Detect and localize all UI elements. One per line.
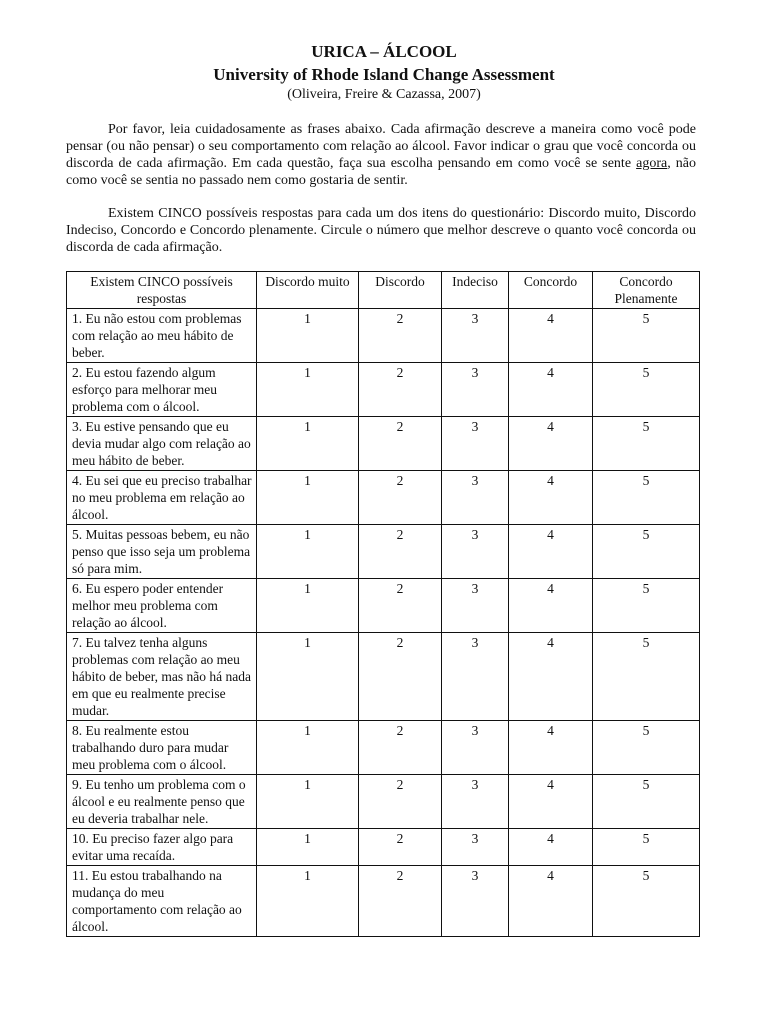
response-option-5[interactable]: 5 — [593, 829, 700, 866]
table-row — [67, 721, 700, 775]
header-concordo-plenamente: Concordo Plenamente — [593, 272, 700, 309]
document-citation: (Oliveira, Freire & Cazassa, 2007) — [287, 87, 481, 102]
response-option-1[interactable]: 1 — [257, 829, 359, 866]
response-option-2[interactable]: 2 — [359, 866, 442, 937]
item-statement: 1. Eu não estou com problemas com relação ao meu hábito de beber. — [67, 309, 257, 363]
header-concordo: Concordo — [509, 272, 593, 309]
table-row — [67, 829, 700, 866]
header-indeciso: Indeciso — [442, 272, 509, 309]
response-option-5[interactable]: 5 — [593, 525, 700, 579]
instructions-text-after: , não como você se sentia no passado nem como gostaria de sentir. — [66, 156, 696, 188]
instructions-text-before: Por favor, leia cuidadosamente as frases abaixo. Cada afirmação descreve a maneira como você pode pensar (ou não pensar) o seu comportamento com relação ao álcool. Favor indicar o grau que você concorda ou discorda de cada afirmação. Em cada questão, faça sua escolha pensando em como você se sente — [66, 122, 696, 171]
response-option-1[interactable]: 1 — [257, 525, 359, 579]
table-row — [67, 866, 700, 937]
item-statement: 3. Eu estive pensando que eu devia mudar algo com relação ao meu hábito de beber. — [67, 417, 257, 471]
response-option-4[interactable]: 4 — [509, 309, 593, 363]
header-statement: Existem CINCO possíveis respostas — [67, 272, 257, 309]
item-statement: 5. Muitas pessoas bebem, eu não penso que isso seja um problema só para mim. — [67, 525, 257, 579]
response-option-5[interactable]: 5 — [593, 775, 700, 829]
table-row — [67, 363, 700, 417]
response-option-3[interactable]: 3 — [442, 866, 509, 937]
response-option-4[interactable]: 4 — [509, 525, 593, 579]
response-option-4[interactable]: 4 — [509, 829, 593, 866]
table-row — [67, 633, 700, 721]
item-statement: 10. Eu preciso fazer algo para evitar uma recaída. — [67, 829, 257, 866]
table-row — [67, 775, 700, 829]
response-option-1[interactable]: 1 — [257, 633, 359, 721]
response-option-4[interactable]: 4 — [509, 775, 593, 829]
table-row — [67, 417, 700, 471]
response-option-1[interactable]: 1 — [257, 417, 359, 471]
response-option-5[interactable]: 5 — [593, 866, 700, 937]
header-discordo: Discordo — [359, 272, 442, 309]
header-discordo-muito: Discordo muito — [257, 272, 359, 309]
response-option-3[interactable]: 3 — [442, 829, 509, 866]
item-statement: 8. Eu realmente estou trabalhando duro para mudar meu problema com o álcool. — [67, 721, 257, 775]
item-statement: 9. Eu tenho um problema com o álcool e eu realmente penso que eu deveria trabalhar nele. — [67, 775, 257, 829]
questionnaire-body — [67, 309, 700, 937]
response-option-2[interactable]: 2 — [359, 471, 442, 525]
instructions-paragraph-1 — [66, 121, 696, 189]
response-option-3[interactable]: 3 — [442, 633, 509, 721]
response-option-5[interactable]: 5 — [593, 417, 700, 471]
response-option-2[interactable]: 2 — [359, 525, 442, 579]
item-statement: 4. Eu sei que eu preciso trabalhar no meu problema em relação ao álcool. — [67, 471, 257, 525]
response-option-2[interactable]: 2 — [359, 721, 442, 775]
response-option-5[interactable]: 5 — [593, 471, 700, 525]
table-row — [67, 309, 700, 363]
response-option-2[interactable]: 2 — [359, 417, 442, 471]
response-option-1[interactable]: 1 — [257, 775, 359, 829]
response-option-3[interactable]: 3 — [442, 721, 509, 775]
response-option-1[interactable]: 1 — [257, 363, 359, 417]
item-statement: 7. Eu talvez tenha alguns problemas com relação ao meu hábito de beber, mas não há nada em que eu realmente precise mudar. — [67, 633, 257, 721]
response-option-4[interactable]: 4 — [509, 866, 593, 937]
response-option-4[interactable]: 4 — [509, 363, 593, 417]
response-option-1[interactable]: 1 — [257, 721, 359, 775]
item-statement: 2. Eu estou fazendo algum esforço para melhorar meu problema com o álcool. — [67, 363, 257, 417]
response-option-4[interactable]: 4 — [509, 721, 593, 775]
response-option-5[interactable]: 5 — [593, 309, 700, 363]
item-statement: 11. Eu estou trabalhando na mudança do meu comportamento com relação ao álcool. — [67, 866, 257, 937]
document-subtitle: University of Rhode Island Change Assessment — [213, 65, 555, 84]
table-row — [67, 471, 700, 525]
item-statement: 6. Eu espero poder entender melhor meu problema com relação ao álcool. — [67, 579, 257, 633]
response-option-4[interactable]: 4 — [509, 633, 593, 721]
document-title: URICA – ÁLCOOL — [311, 42, 457, 61]
table-row — [67, 525, 700, 579]
instructions-paragraph-2: Existem CINCO possíveis respostas para cada um dos itens do questionário: Discordo muito, Discordo Indeciso, Concordo e Concordo plenamente. Circule o número que melhor descreve o quanto você concorda ou discorda de cada afirmação. — [66, 206, 696, 255]
response-option-1[interactable]: 1 — [257, 309, 359, 363]
response-option-3[interactable]: 3 — [442, 309, 509, 363]
response-option-2[interactable]: 2 — [359, 363, 442, 417]
response-option-2[interactable]: 2 — [359, 633, 442, 721]
response-option-4[interactable]: 4 — [509, 471, 593, 525]
response-option-2[interactable]: 2 — [359, 579, 442, 633]
response-option-1[interactable]: 1 — [257, 866, 359, 937]
response-option-3[interactable]: 3 — [442, 525, 509, 579]
response-option-4[interactable]: 4 — [509, 579, 593, 633]
response-option-4[interactable]: 4 — [509, 417, 593, 471]
response-option-3[interactable]: 3 — [442, 417, 509, 471]
response-option-3[interactable]: 3 — [442, 363, 509, 417]
response-option-5[interactable]: 5 — [593, 363, 700, 417]
response-option-2[interactable]: 2 — [359, 829, 442, 866]
response-option-5[interactable]: 5 — [593, 579, 700, 633]
response-option-1[interactable]: 1 — [257, 579, 359, 633]
response-option-3[interactable]: 3 — [442, 775, 509, 829]
response-option-2[interactable]: 2 — [359, 775, 442, 829]
table-row — [67, 579, 700, 633]
response-option-5[interactable]: 5 — [593, 721, 700, 775]
response-option-3[interactable]: 3 — [442, 579, 509, 633]
response-option-5[interactable]: 5 — [593, 633, 700, 721]
response-option-1[interactable]: 1 — [257, 471, 359, 525]
response-option-3[interactable]: 3 — [442, 471, 509, 525]
questionnaire-table — [66, 271, 700, 937]
header-row — [67, 272, 700, 309]
response-option-2[interactable]: 2 — [359, 309, 442, 363]
emphasized-word: agora — [636, 156, 668, 171]
